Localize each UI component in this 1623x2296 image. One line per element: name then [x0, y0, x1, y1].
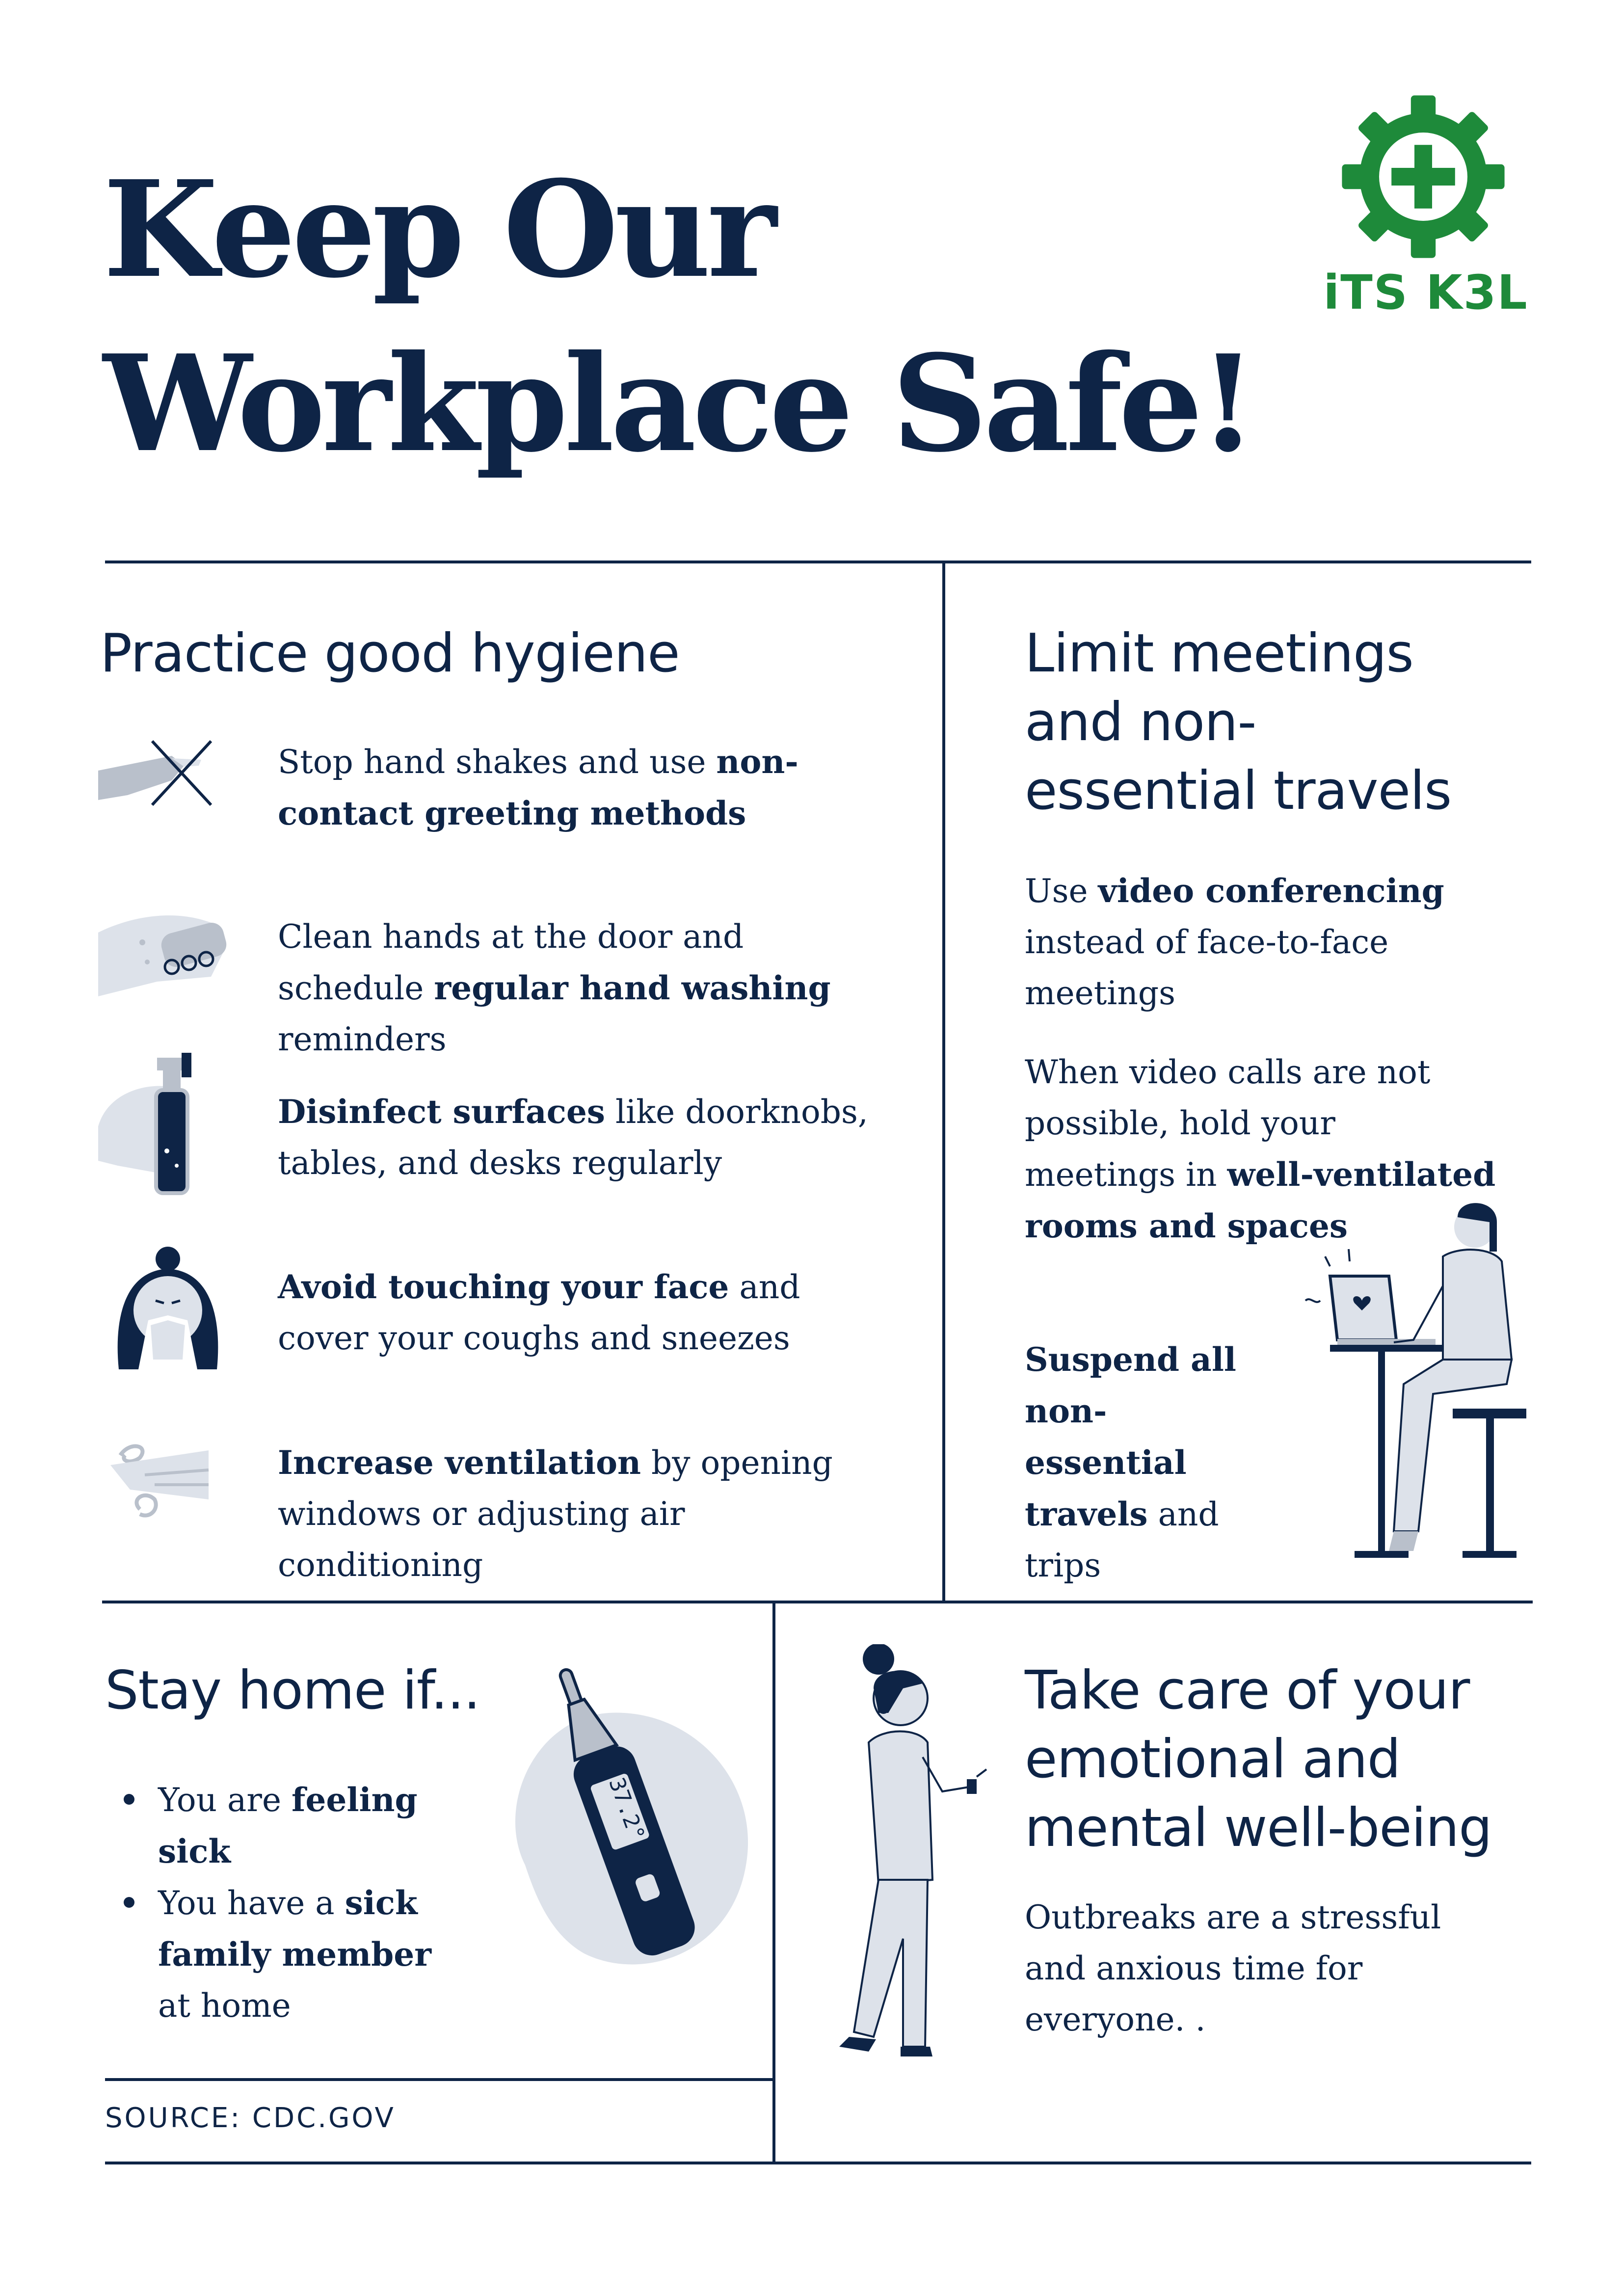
hygiene-item-4-bold: Avoid touching your face — [278, 1268, 729, 1306]
no-handshake-icon — [98, 736, 221, 825]
stay-home-heading: Stay home if... — [105, 1660, 480, 1721]
care-heading-line-3: mental well-being — [1025, 1797, 1492, 1859]
divider-middle — [102, 1601, 1533, 1603]
hygiene-item-5 — [278, 1437, 896, 1591]
thermometer-reading: 37.2° — [604, 1774, 650, 1844]
meetings-paragraph-1 — [1025, 865, 1525, 1019]
hygiene-item-4-tail: and cover your coughs and sneezes — [278, 1268, 800, 1357]
hygiene-item-2 — [278, 911, 896, 1065]
woman-phone-illustration — [829, 1644, 996, 2076]
hygiene-item-1-bold: non-contact greeting methods — [278, 743, 798, 832]
hand-washing-icon — [98, 898, 240, 1001]
hygiene-item-3-tail: like doorknobs, tables, and desks regularly — [278, 1093, 868, 1182]
title-line-1: Keep Our — [103, 151, 773, 307]
logo-text: iTS K3L — [1323, 265, 1528, 320]
meetings-p3-bold: Suspend all non-essential travels — [1025, 1340, 1236, 1533]
meetings-p2-text: When video calls are not possible, hold your meetings in — [1025, 1053, 1431, 1194]
stay-home-bullet-1 — [158, 1774, 472, 1877]
stay-home-list — [158, 1774, 472, 2031]
stay-home-bullet-1-bold: feeling sick — [158, 1781, 418, 1870]
care-heading-line-2: emotional and — [1025, 1729, 1401, 1790]
hygiene-item-2-text: Clean hands at the door and schedule — [278, 918, 744, 1007]
hygiene-heading: Practice good hygiene — [100, 623, 680, 684]
stay-home-bullet-2 — [158, 1877, 472, 2031]
hygiene-item-5-tail: by opening windows or adjusting air conditioning — [278, 1444, 833, 1584]
meetings-p2-bold: well-ventilated rooms and spaces — [1025, 1155, 1496, 1245]
divider-source — [105, 2078, 774, 2081]
hygiene-item-1 — [278, 736, 896, 839]
meetings-heading-line-2: and non- — [1025, 692, 1256, 753]
meetings-heading-line-1: Limit meetings — [1025, 623, 1413, 684]
divider-top — [105, 561, 1531, 563]
hygiene-item-3-bold: Disinfect surfaces — [278, 1093, 605, 1131]
stay-home-bullet-2-text: You have a — [158, 1884, 345, 1922]
gear-cross-icon — [1335, 88, 1512, 265]
hygiene-item-3 — [278, 1086, 896, 1189]
page-title — [103, 142, 1253, 491]
stay-home-bullet-2-bold: sick family member — [158, 1884, 432, 1974]
meetings-p3-tail: and trips — [1025, 1495, 1219, 1584]
woman-laptop-illustration — [1296, 1198, 1536, 1571]
meetings-p1-text: Use — [1025, 872, 1098, 910]
meetings-heading-line-3: essential travels — [1025, 760, 1452, 822]
source-label: SOURCE: CDC.GOV — [105, 2102, 396, 2134]
hygiene-item-2-bold: regular hand washing — [434, 969, 831, 1007]
title-line-2: Workplace Safe! — [103, 325, 1253, 481]
thermometer-illustration — [496, 1659, 761, 1983]
care-heading — [1025, 1656, 1492, 1863]
covering-face-icon — [109, 1247, 227, 1369]
divider-bottom — [105, 2162, 1531, 2164]
hygiene-item-5-bold: Increase ventilation — [278, 1443, 641, 1482]
stay-home-bullet-2-tail: at home — [158, 1987, 291, 2025]
spray-bottle-icon — [98, 1053, 226, 1200]
care-text: Outbreaks are a stressful and anxious time for everyone. . — [1025, 1898, 1441, 2038]
logo — [1305, 88, 1541, 324]
hygiene-item-1-text: Stop hand shakes and use — [278, 743, 717, 781]
divider-vertical-upper — [942, 561, 945, 1603]
meetings-p1-tail: instead of face-to-face meetings — [1025, 923, 1389, 1012]
meetings-p1-bold: video conferencing — [1098, 872, 1444, 910]
wind-icon — [110, 1436, 218, 1534]
hygiene-item-4 — [278, 1261, 896, 1364]
stay-home-bullet-1-text: You are — [158, 1781, 292, 1819]
meetings-heading — [1025, 619, 1451, 826]
meetings-paragraph-3 — [1025, 1334, 1260, 1591]
hygiene-item-2-tail: reminders — [278, 1020, 447, 1058]
care-heading-line-1: Take care of your — [1025, 1660, 1470, 1721]
